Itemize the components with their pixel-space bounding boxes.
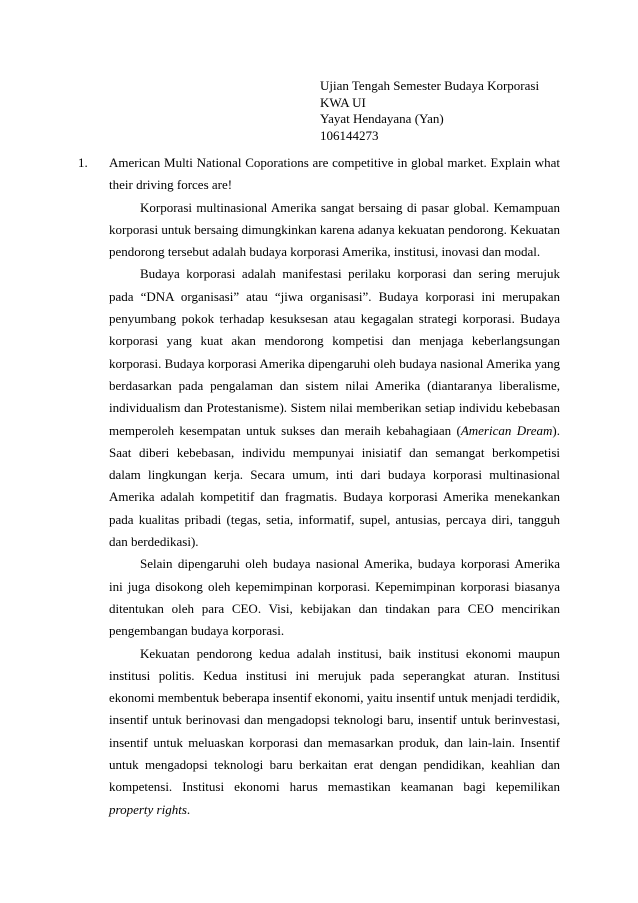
paragraph-4-text-a: Kekuatan pendorong kedua adalah institusi, baik institusi ekonomi maupun institusi politis. Kedua institusi ini merujuk pada seperangkat aturan. Institusi ekonomi membentuk beberapa insentif ekonomi, yaitu insentif untuk menjadi terdidik, insentif untuk berinovasi dan mengadopsi teknologi baru, insentif untuk berinvestasi, insentif untuk meluaskan korporasi dan memasarkan produk, dan lain-lain. Insentif untuk mengadopsi teknologi baru berkaitan erat dengan pendidikan, keahlian dan kompetensi. Institusi ekonomi harus memastikan keamanan bagi kepemilikan <box>109 645 560 795</box>
student-id: 106144273 <box>320 127 379 143</box>
paragraph-2-text-a: Budaya korporasi adalah manifestasi perilaku korporasi dan sering merujuk pada “DNA organisasi” atau “jiwa organisasi”. Budaya korporasi ini merupakan penyumbang pokok terhadap kesuksesan atau kegagalan strategi korporasi. Budaya korporasi yang kuat akan mendorong kompetisi dan menjaga keberlangsungan korporasi. Budaya korporasi Amerika dipengaruhi oleh budaya nasional Amerika yang berdasarkan pada pengalaman dan sistem nilai Amerika (diantaranya liberalisme, individualism dan Protestanisme). Sistem nilai memberikan setiap individu kebebasan memperoleh kesempatan untuk sukses dan meraih kebahagiaan ( <box>109 266 560 438</box>
paragraph-4-text-b: . <box>186 801 191 817</box>
exam-title: Ujian Tengah Semester Budaya Korporasi <box>320 78 540 93</box>
answer-paragraph-1: Korporasi multinasional Amerika sangat bersaing di pasar global. Kemampuan korporasi untuk bersaing dimungkinkan karena adanya kekuatan pendorong. Kekuatan pendorong tersebut adalah budaya korporasi Amerika, institusi, inovasi dan modal. <box>109 199 560 260</box>
document-header <box>320 78 539 144</box>
answer-paragraph-3: Selain dipengaruhi oleh budaya nasional Amerika, budaya korporasi Amerika ini juga disokong oleh kepemimpinan korporasi. Kepemimpinan korporasi biasanya ditentukan oleh para CEO. Visi, kebijakan dan tindakan para CEO mencirikan pengembangan budaya korporasi. <box>109 556 560 639</box>
author-name: Yayat Hendayana (Yan) <box>320 111 444 126</box>
answer-paragraph-2 <box>109 263 560 553</box>
question-number: 1. <box>78 155 88 170</box>
answer-paragraph-4 <box>109 643 560 821</box>
property-rights-term: property rights <box>109 801 187 817</box>
question-text: American Multi National Coporations are competitive in global market. Explain what their driving forces are! <box>109 155 560 193</box>
american-dream-term: American Dream <box>460 422 553 438</box>
program-name: KWA UI <box>320 94 366 110</box>
question-block <box>78 152 560 821</box>
paragraph-2-text-b: ). Saat diberi kebebasan, individu mempunyai inisiatif dan semangat berkompetisi dalam lingkungan kerja. Secara umum, inti dari budaya korporasi multinasional Amerika adalah kompetitif dan fragmatis. Budaya korporasi Amerika menekankan pada kualitas pribadi (tegas, setia, informatif, supel, antusias, percaya diri, tangguh dan berdedikasi). <box>109 422 560 550</box>
